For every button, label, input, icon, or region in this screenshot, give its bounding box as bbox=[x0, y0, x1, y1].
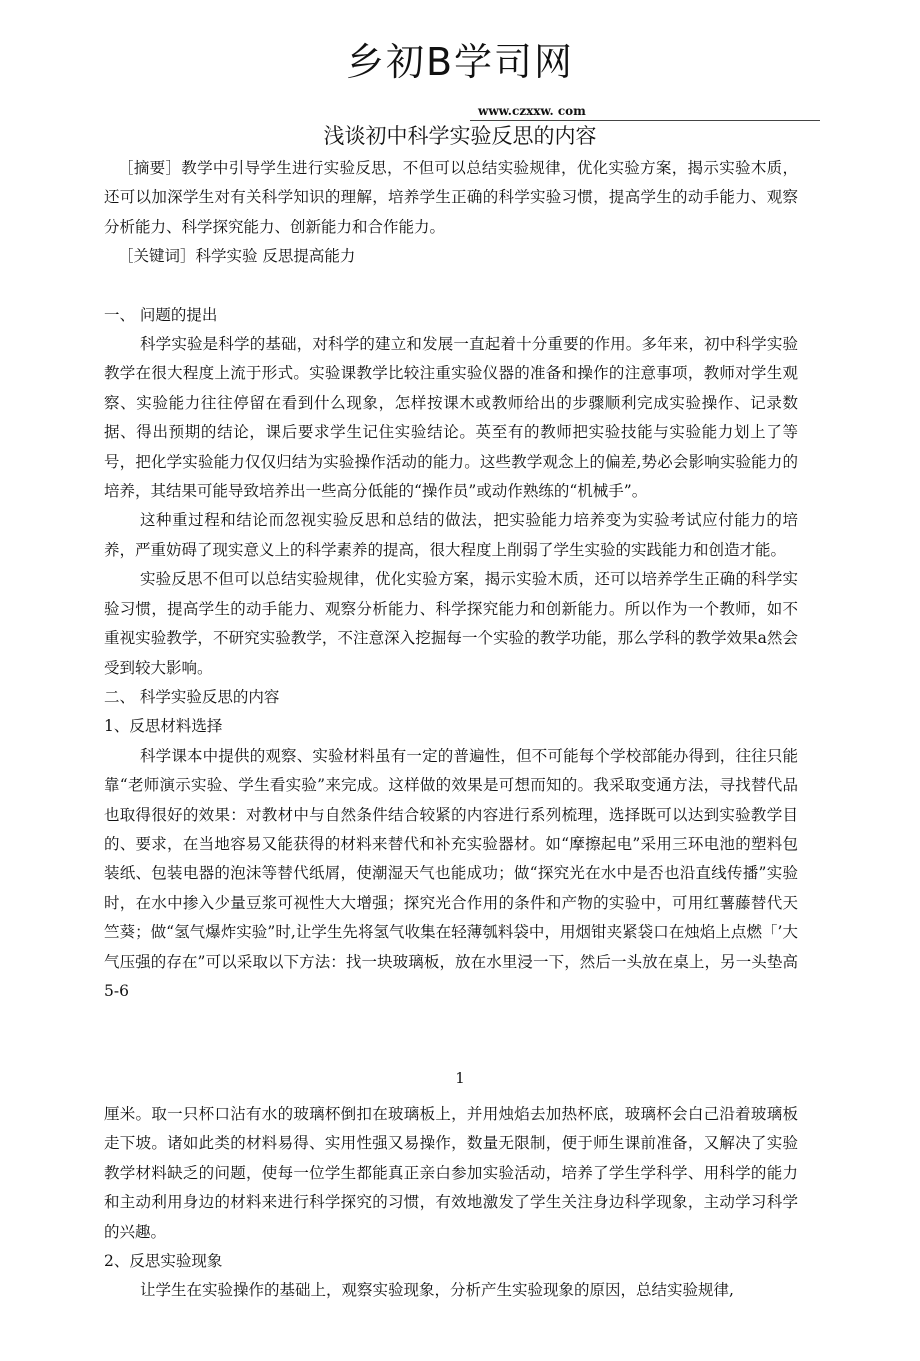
subsection-1-paragraph-continued: 厘米。取一只杯口沾有水的玻璃杯倒扣在玻璃板上，并用烛焰去加热杯底，玻璃杯会白己沿着玻璃板走下坡。诸如此类的材料易得、实用性强又易操作，数量无限制，便于师生课前准备，又解决了实验教学材料缺乏的问题，使每一位学生都能真正亲白参加实验活动，培养了学生学科学、用科学的能力和主动利用身边的材料来进行科学探究的习惯，有效地激发了学生关注身边科学现象，主动学习科学的兴趣。 bbox=[104, 1105, 798, 1241]
section-1-paragraph-1: 科学实验是科学的基础，对科学的建立和发展一直起着十分重要的作用。多年来，初中科学实验教学在很大程度上流于形式。实验课教学比较注重实验仪器的准备和操作的注意事项，教师对学生观察、实验能力往往停留在看到什么现象，怎样按课木或教师给出的步骤顺利完成实验操作、记录数据、得出预期的结论，课后要求学生记住实验结论。英至有的教师把实验技能与实验能力划上了等号，把化学实验能力仅仅归结为实验操作活动的能力。这些教学观念上的偏差,势必会影响实验能力的培养，其结果可能导致培养出一些高分低能的“操作员”或动作熟练的“机械手”。 bbox=[104, 335, 798, 501]
document-body-page2 bbox=[104, 1100, 798, 1306]
abstract-paragraph: ［摘要］教学中引导学生进行实验反思，不但可以总结实验规律，优化实验方案，揭示实验木质，还可以加深学生对有关科学知识的理解，培养学生正确的科学实验习惯，提高学生的动手能力、观察分析能力、科学探究能力、创新能力和合作能力。 bbox=[104, 159, 798, 236]
subsection-2-paragraph: 让学生在实验操作的基础上，观察实验现象，分析产生实验现象的原因，总结实验规律, bbox=[140, 1281, 734, 1300]
section-2-heading: 二、 科学实验反思的内容 bbox=[104, 687, 280, 706]
section-1-heading: 一、 问题的提出 bbox=[104, 305, 218, 324]
site-url[interactable]: www.czxxw. com bbox=[478, 104, 586, 118]
site-logo: 乡初B学司网 bbox=[345, 40, 575, 84]
section-1-paragraph-2: 这种重过程和结论而忽视实验反思和总结的做法，把实验能力培养变为实验考试应付能力的培养，严重妨碍了现实意义上的科学素养的提高，很大程度上削弱了学生实验的实践能力和创造才能。 bbox=[104, 511, 798, 559]
page-number: 1 bbox=[455, 1069, 465, 1087]
document-title: 浅谈初中科学实验反思的内容 bbox=[323, 124, 597, 148]
subsection-1-heading: 1、反思材料选择 bbox=[104, 717, 223, 736]
document-body-page1 bbox=[104, 154, 798, 1006]
section-1-paragraph-3: 实验反思不但可以总结实验规律，优化实验方案，揭示实验木质，还可以培养学生正确的科学实验习惯，提高学生的动手能力、观察分析能力、科学探究能力和创新能力。所以作为一个教师，如不重视实验教学，不研究实验教学，不注意深入挖掘每一个实验的教学功能，那么学科的教学效果a然会受到较大影响。 bbox=[104, 570, 798, 677]
subsection-1-paragraph: 科学课本中提供的观察、实验材料虽有一定的普遍性，但不可能每个学校部能办得到，往往只能靠“老师演示实验、学生看实验”来完成。这样做的效果是可想而知的。我采取变通方法，寻找替代品也取得很好的效果：对教材中与自然条件结合较紧的内容进行系列梳理，选择既可以达到实验教学目的、要求，在当地容易又能获得的材料来替代和补充实验器材。如“摩擦起电”采用三环电池的塑料包装纸、包装电器的泡沫等替代纸屑，使潮湿天气也能成功；做“探究光在水中是否也沿直线传播”实验时，在水中掺入少量豆浆可视性大大增强；探究光合作用的条件和产物的实验中，可用红薯藤替代天竺葵；做“氢气爆炸实验”时,让学生先将氢气收集在轻薄瓠料袋中，用烟钳夹紧袋口在烛焰上点燃「’大气压强的存在”可以采取以下方法：找一块玻璃板，放在水里浸一下，然后一头放在桌上，另一头垫高5-6 bbox=[104, 746, 798, 1000]
keywords-line: ［关键词］科学实验 反思提高能力 bbox=[118, 247, 356, 266]
subsection-2-heading: 2、反思实验现象 bbox=[104, 1252, 223, 1271]
